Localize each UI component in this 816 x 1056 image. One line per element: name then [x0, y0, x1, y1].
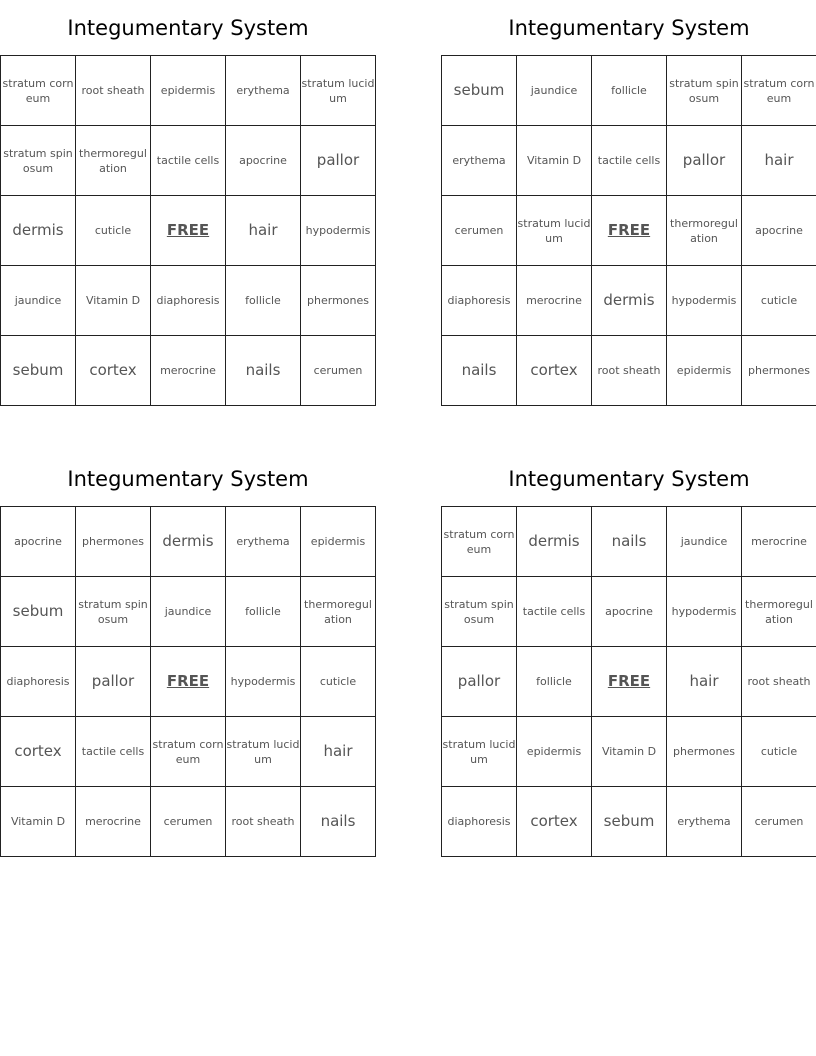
grid-cell: jaundice: [1, 266, 76, 336]
grid-cell: erythema: [226, 56, 301, 126]
grid-row: [442, 647, 816, 717]
grid-cell: cortex: [1, 717, 76, 787]
grid-row: [1, 507, 376, 577]
grid-cell: stratum spinosum: [1, 126, 76, 196]
grid-cell: tactile cells: [76, 717, 151, 787]
card-title: Integumentary System: [67, 467, 309, 491]
grid-cell: phermones: [667, 717, 742, 787]
grid-row: [442, 577, 816, 647]
grid-cell: dermis: [592, 266, 667, 336]
grid-cell: thermoregulation: [76, 126, 151, 196]
grid-cell: cortex: [517, 787, 592, 857]
bingo-grid: [441, 506, 816, 857]
grid-cell: hair: [742, 126, 816, 196]
grid-cell: sebum: [592, 787, 667, 857]
grid-cell: epidermis: [517, 717, 592, 787]
grid-row: [1, 577, 376, 647]
grid-cell: hypodermis: [301, 196, 376, 266]
grid-cell: apocrine: [226, 126, 301, 196]
free-space-cell: FREE: [151, 196, 226, 266]
grid-cell: follicle: [592, 56, 667, 126]
grid-cell: nails: [226, 336, 301, 406]
grid-cell: apocrine: [742, 196, 816, 266]
grid-cell: apocrine: [1, 507, 76, 577]
grid-cell: cuticle: [742, 717, 816, 787]
grid-cell: cortex: [76, 336, 151, 406]
grid-cell: jaundice: [151, 577, 226, 647]
grid-cell: cuticle: [742, 266, 816, 336]
grid-cell: Vitamin D: [517, 126, 592, 196]
grid-cell: apocrine: [592, 577, 667, 647]
grid-cell: stratum corneum: [742, 56, 816, 126]
grid-row: [442, 56, 816, 126]
grid-cell: stratum spinosum: [667, 56, 742, 126]
grid-cell: hair: [226, 196, 301, 266]
grid-cell: root sheath: [742, 647, 816, 717]
grid-cell: cortex: [517, 336, 592, 406]
bingo-card-4: [441, 451, 816, 857]
grid-cell: stratum lucidum: [517, 196, 592, 266]
grid-cell: dermis: [1, 196, 76, 266]
grid-cell: stratum spinosum: [76, 577, 151, 647]
grid-cell: phermones: [742, 336, 816, 406]
free-space-cell: FREE: [592, 647, 667, 717]
bingo-grid: [0, 55, 376, 406]
grid-row: [442, 787, 816, 857]
grid-cell: erythema: [667, 787, 742, 857]
bingo-card-3: [0, 451, 376, 857]
grid-cell: cerumen: [442, 196, 517, 266]
grid-cell: root sheath: [76, 56, 151, 126]
grid-cell: stratum corneum: [442, 507, 517, 577]
grid-cell: cerumen: [301, 336, 376, 406]
bingo-grid: [0, 506, 376, 857]
grid-cell: follicle: [226, 577, 301, 647]
grid-cell: stratum spinosum: [442, 577, 517, 647]
grid-row: [1, 56, 376, 126]
grid-row: [1, 266, 376, 336]
grid-cell: hair: [667, 647, 742, 717]
grid-cell: cerumen: [742, 787, 816, 857]
grid-cell: diaphoresis: [442, 266, 517, 336]
grid-cell: pallor: [301, 126, 376, 196]
grid-cell: stratum corneum: [1, 56, 76, 126]
card-title: Integumentary System: [508, 467, 750, 491]
grid-cell: dermis: [517, 507, 592, 577]
grid-row: [1, 196, 376, 266]
grid-cell: hair: [301, 717, 376, 787]
grid-cell: diaphoresis: [442, 787, 517, 857]
grid-cell: thermoregulation: [301, 577, 376, 647]
grid-row: [1, 336, 376, 406]
grid-cell: erythema: [226, 507, 301, 577]
grid-cell: pallor: [667, 126, 742, 196]
grid-cell: dermis: [151, 507, 226, 577]
grid-cell: nails: [301, 787, 376, 857]
grid-cell: jaundice: [517, 56, 592, 126]
grid-row: [442, 266, 816, 336]
grid-cell: sebum: [442, 56, 517, 126]
grid-cell: stratum lucidum: [226, 717, 301, 787]
bingo-card-2: [441, 0, 816, 406]
grid-cell: erythema: [442, 126, 517, 196]
grid-cell: jaundice: [667, 507, 742, 577]
grid-row: [1, 126, 376, 196]
grid-cell: pallor: [442, 647, 517, 717]
grid-cell: sebum: [1, 336, 76, 406]
grid-cell: tactile cells: [592, 126, 667, 196]
grid-cell: stratum lucidum: [442, 717, 517, 787]
grid-row: [1, 787, 376, 857]
free-space-cell: FREE: [592, 196, 667, 266]
grid-row: [442, 717, 816, 787]
grid-cell: tactile cells: [151, 126, 226, 196]
grid-row: [1, 717, 376, 787]
grid-cell: tactile cells: [517, 577, 592, 647]
grid-cell: merocrine: [742, 507, 816, 577]
bingo-card-1: [0, 0, 376, 406]
card-title: Integumentary System: [508, 16, 750, 40]
grid-row: [442, 126, 816, 196]
grid-cell: diaphoresis: [151, 266, 226, 336]
grid-cell: root sheath: [226, 787, 301, 857]
card-title: Integumentary System: [67, 16, 309, 40]
grid-cell: Vitamin D: [76, 266, 151, 336]
grid-cell: pallor: [76, 647, 151, 717]
grid-cell: diaphoresis: [1, 647, 76, 717]
grid-cell: merocrine: [76, 787, 151, 857]
grid-cell: stratum lucidum: [301, 56, 376, 126]
grid-cell: thermoregulation: [742, 577, 816, 647]
grid-cell: epidermis: [301, 507, 376, 577]
grid-row: [1, 647, 376, 717]
grid-cell: hypodermis: [226, 647, 301, 717]
grid-cell: cuticle: [301, 647, 376, 717]
grid-cell: sebum: [1, 577, 76, 647]
grid-cell: Vitamin D: [1, 787, 76, 857]
grid-cell: hypodermis: [667, 577, 742, 647]
grid-cell: Vitamin D: [592, 717, 667, 787]
grid-cell: phermones: [76, 507, 151, 577]
grid-cell: cuticle: [76, 196, 151, 266]
grid-cell: nails: [442, 336, 517, 406]
grid-row: [442, 507, 816, 577]
grid-cell: follicle: [226, 266, 301, 336]
grid-cell: follicle: [517, 647, 592, 717]
grid-cell: nails: [592, 507, 667, 577]
grid-cell: merocrine: [151, 336, 226, 406]
grid-cell: thermoregulation: [667, 196, 742, 266]
free-space-cell: FREE: [151, 647, 226, 717]
grid-cell: epidermis: [667, 336, 742, 406]
grid-cell: phermones: [301, 266, 376, 336]
grid-cell: cerumen: [151, 787, 226, 857]
grid-row: [442, 196, 816, 266]
grid-row: [442, 336, 816, 406]
grid-cell: hypodermis: [667, 266, 742, 336]
bingo-grid: [441, 55, 816, 406]
grid-cell: stratum corneum: [151, 717, 226, 787]
grid-cell: epidermis: [151, 56, 226, 126]
grid-cell: merocrine: [517, 266, 592, 336]
grid-cell: root sheath: [592, 336, 667, 406]
